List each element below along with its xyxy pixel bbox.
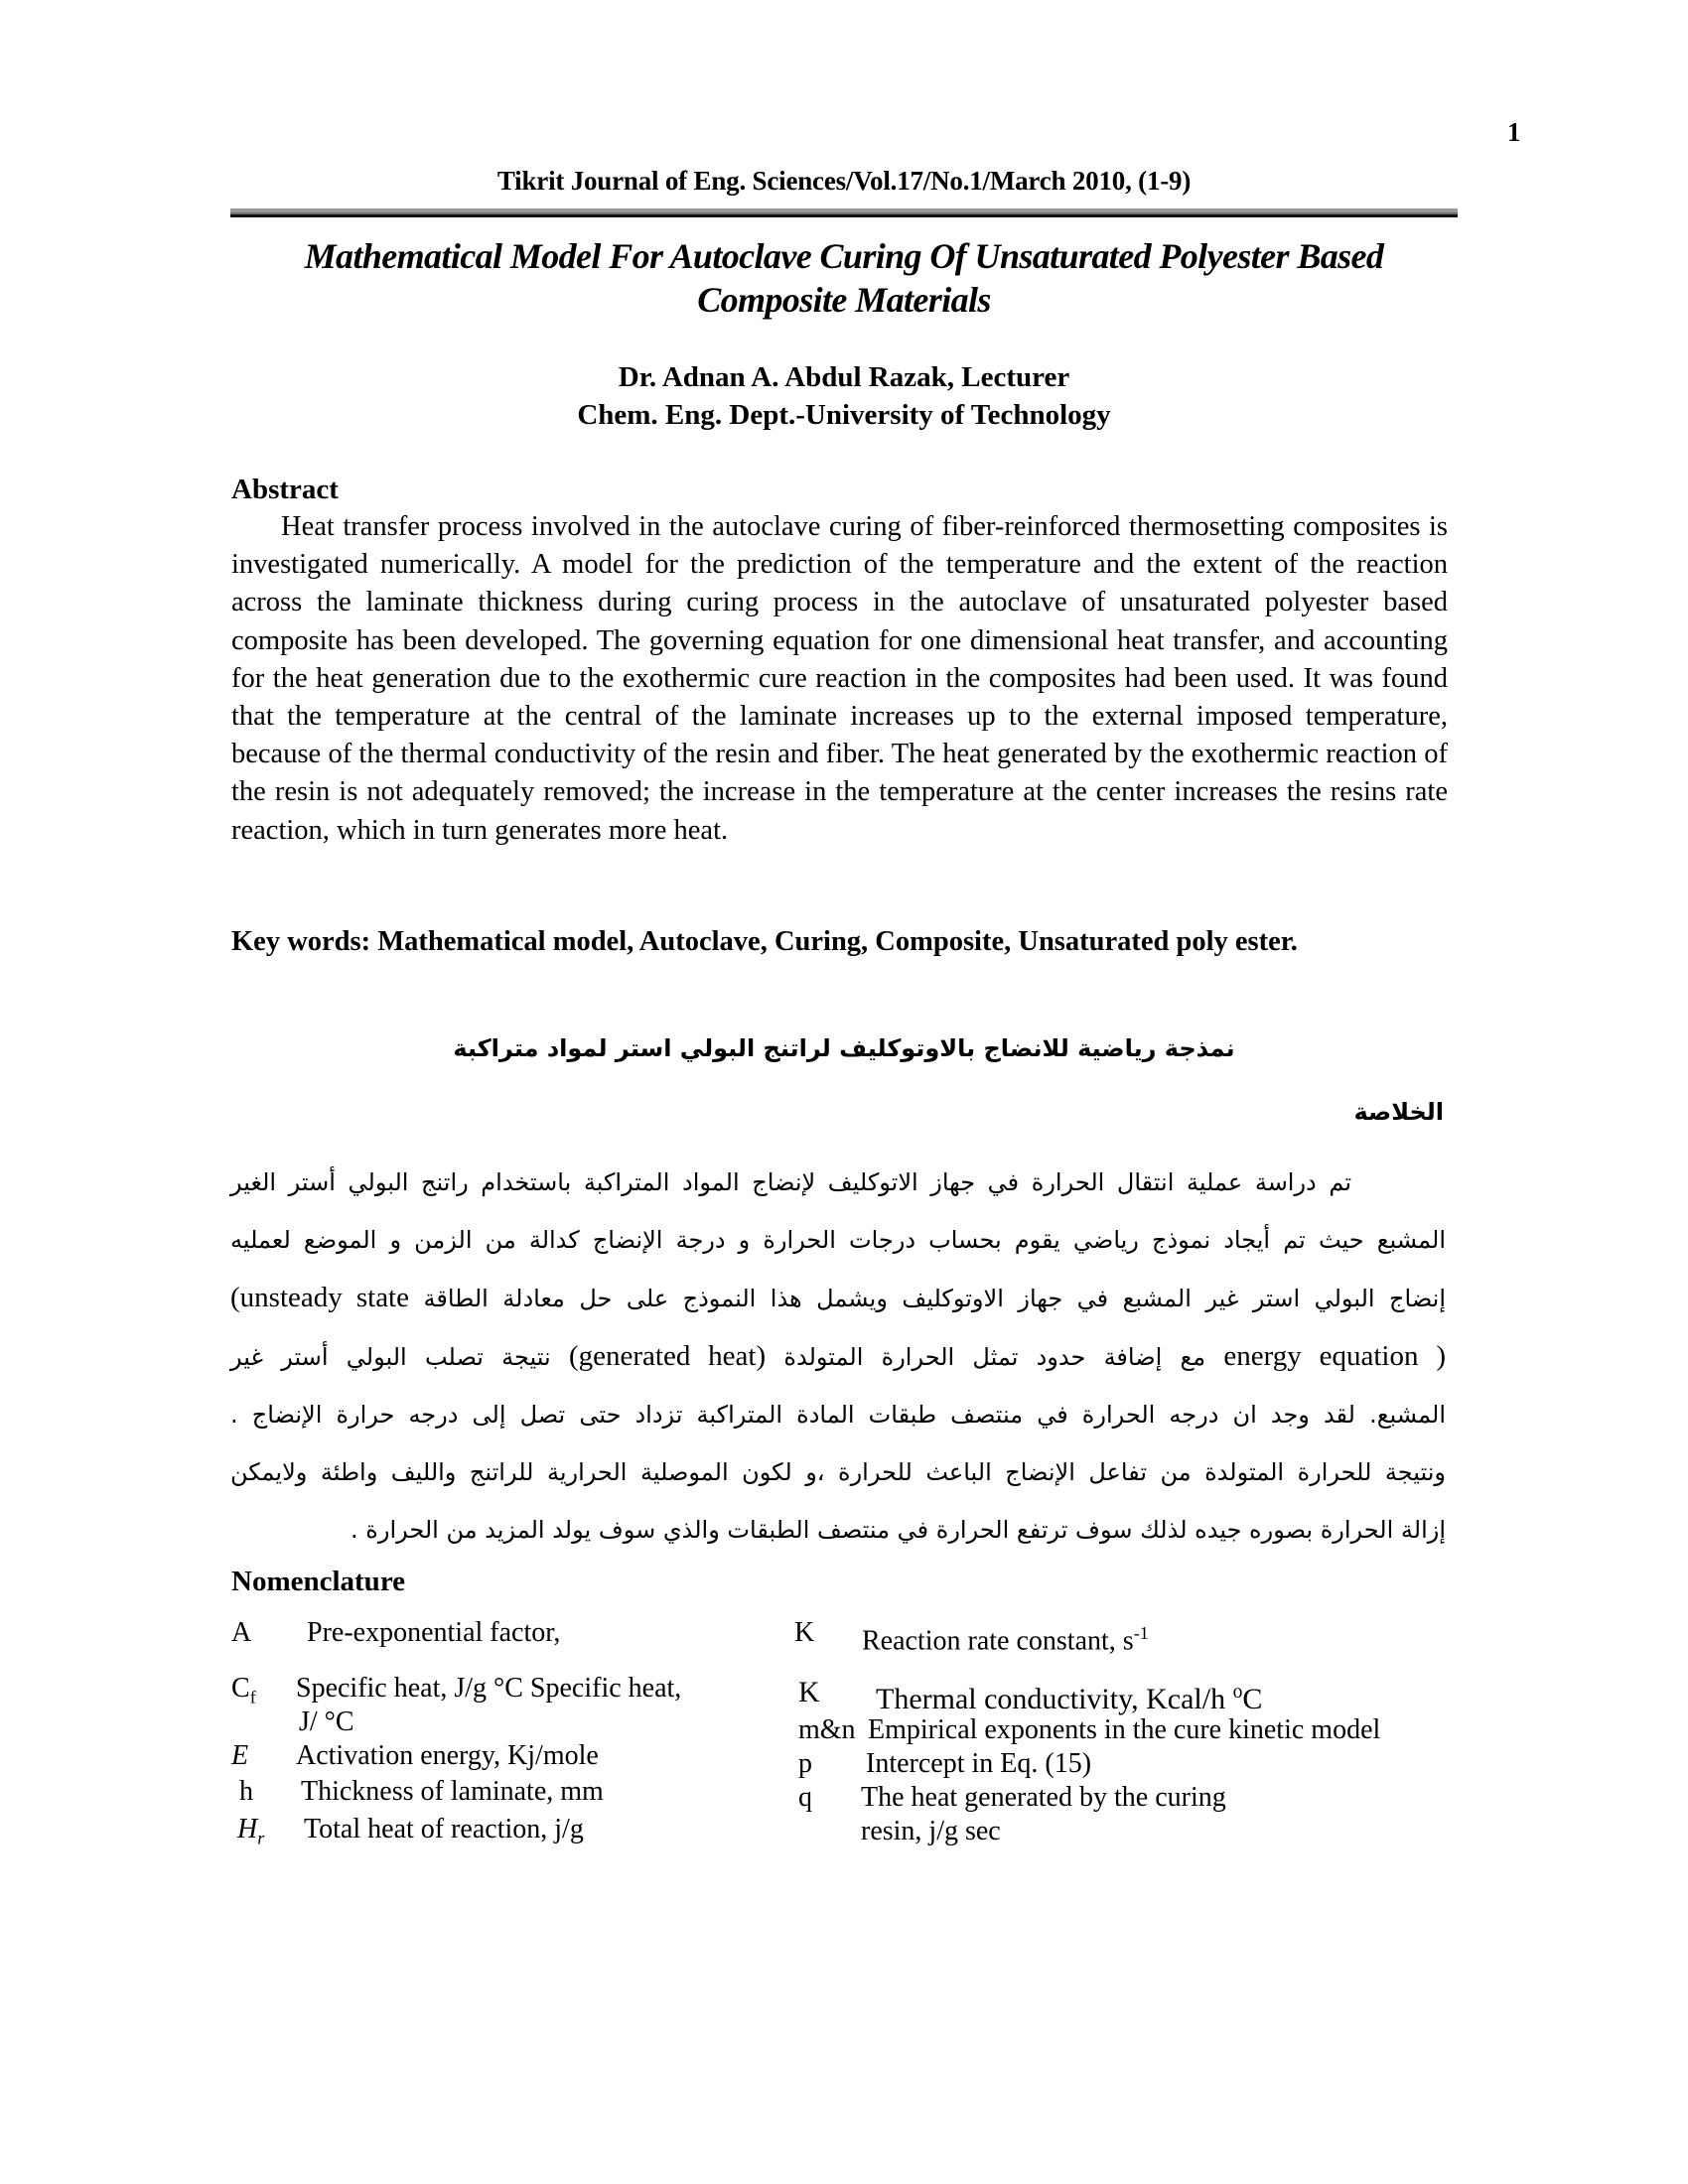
description: Total heat of reaction, j/g xyxy=(304,1814,584,1844)
description-text: Reaction rate constant, s xyxy=(862,1625,1134,1657)
symbol: K xyxy=(794,1617,815,1648)
symbol: m&n xyxy=(798,1714,856,1745)
page-number: 1 xyxy=(1507,117,1521,147)
header-rule xyxy=(230,208,1458,218)
arabic-line xyxy=(230,1327,1446,1386)
arabic-line: ونتيجة للحرارة المتولدة من تفاعل الإنضاج الباعث للحرارة ،و لكون الموصلية الحرارية للراتنج والليف واطئة ولايمكن xyxy=(230,1458,1446,1486)
arabic-line: إزالة الحرارة بصوره جيده لذلك سوف ترتفع الحرارة في منتصف الطبقات والذي سوف يولد المزيد من الحرارة . xyxy=(351,1516,1446,1544)
description xyxy=(876,1676,1262,1716)
description: Empirical exponents in the cure kinetic model xyxy=(868,1714,1381,1745)
author-block xyxy=(230,358,1458,434)
symbol-base: C xyxy=(231,1673,250,1704)
symbol: E xyxy=(231,1740,249,1771)
abstract-body: Heat transfer process involved in the autoclave curing of fiber-reinforced thermosetting composites is investigated numerically. A model for the prediction of the temperature and the extent of the reaction across the laminate thickness during curing process in the autoclave of unsaturated polyester based composite has been developed. The governing equation for one dimensional heat transfer, and accounting for the heat generation due to the exothermic cure reaction in the composites had been used. It was found that the temperature at the central of the laminate increases up to the external imposed temperature, because of the thermal conductivity of the resin and fiber. The heat generated by the exothermic reaction of the resin is not adequately removed; the increase in the temperature at the center increases the resins rate reaction, which in turn generates more heat. xyxy=(231,511,1448,846)
arabic-abstract-heading: الخلاصة xyxy=(1353,1098,1444,1126)
nomenclature-heading: Nomenclature xyxy=(231,1566,406,1597)
description: Thickness of laminate, mm xyxy=(301,1776,604,1807)
description-tail: C xyxy=(1242,1683,1263,1715)
description-continued: J/ °C xyxy=(299,1706,354,1737)
paper-title-line-1: Mathematical Model For Autoclave Curing Of Unsaturated Polyester Based xyxy=(304,236,1384,276)
symbol: p xyxy=(798,1748,812,1779)
superscript: o xyxy=(1232,1682,1243,1703)
symbol xyxy=(231,1672,256,1714)
arabic-text: مع إضافة حدود تمثل الحرارة المتولدة xyxy=(783,1343,1206,1371)
arabic-line: المشبع حيث تم أيجاد نموذج رياضي يقوم بحساب درجات الحرارة و درجة الإنضاج كدالة من الزمن و الموضع لعمليه xyxy=(230,1226,1446,1254)
symbol: A xyxy=(231,1617,252,1648)
english-term: (generated heat) xyxy=(568,1340,767,1372)
abstract-heading: Abstract xyxy=(231,474,339,505)
arabic-line: المشبع. لقد وجد ان درجه الحرارة في منتصف طبقات المادة المتراكبة تزداد حتى تصل إلى درجه حرارة الإنضاج . xyxy=(230,1401,1446,1429)
arabic-line xyxy=(230,1269,1446,1327)
description: Intercept in Eq. (15) xyxy=(866,1748,1092,1779)
arabic-abstract-body xyxy=(230,1154,1446,1559)
symbol: K xyxy=(798,1676,820,1708)
arabic-title: نمذجة رياضية للانضاج بالاوتوكليف لراتنج البولي استر لمواد متراكبة xyxy=(453,1034,1235,1062)
arabic-text: إنضاج البولي استر غير المشبع في جهاز الاوتوكليف ويشمل هذا النموذج على حل معادلة الطاقة xyxy=(423,1285,1446,1312)
keywords: Key words: Mathematical model, Autoclave, Curing, Composite, Unsaturated poly ester. xyxy=(231,926,1298,957)
description: Pre-exponential factor, xyxy=(307,1617,561,1648)
paper-title xyxy=(230,234,1458,322)
symbol xyxy=(237,1813,264,1855)
header-rule-dark xyxy=(230,214,1458,217)
symbol-base: H xyxy=(237,1814,258,1844)
symbol: q xyxy=(798,1782,812,1813)
symbol-subscript: r xyxy=(257,1828,265,1848)
symbol-subscript: f xyxy=(249,1687,256,1707)
journal-header: Tikrit Journal of Eng. Sciences/Vol.17/No.1/March 2010, (1-9) xyxy=(496,166,1192,196)
symbol: h xyxy=(239,1776,253,1807)
description-text: Thermal conductivity, Kcal/h xyxy=(876,1683,1233,1715)
english-term: (unsteady state xyxy=(230,1282,409,1313)
english-term: energy equation ) xyxy=(1223,1340,1446,1372)
description: The heat generated by the curing xyxy=(861,1782,1226,1813)
superscript: -1 xyxy=(1133,1623,1149,1643)
arabic-text: نتيجة تصلب البولي أستر غير xyxy=(230,1343,551,1371)
description xyxy=(862,1616,1149,1658)
description-continued: resin, j/g sec xyxy=(861,1816,1001,1846)
author-name: Dr. Adnan A. Abdul Razak, Lecturer xyxy=(618,361,1070,393)
description: Specific heat, J/g °C Specific heat, xyxy=(296,1673,682,1704)
description: Activation energy, Kj/mole xyxy=(296,1740,599,1771)
arabic-line: تم دراسة عملية انتقال الحرارة في جهاز الاتوكليف لإنضاج المواد المتراكبة باستخدام راتنج البولي أستر الغير xyxy=(230,1168,1351,1196)
author-affiliation: Chem. Eng. Dept.-University of Technology xyxy=(577,399,1111,431)
paper-title-line-2: Composite Materials xyxy=(697,280,991,320)
